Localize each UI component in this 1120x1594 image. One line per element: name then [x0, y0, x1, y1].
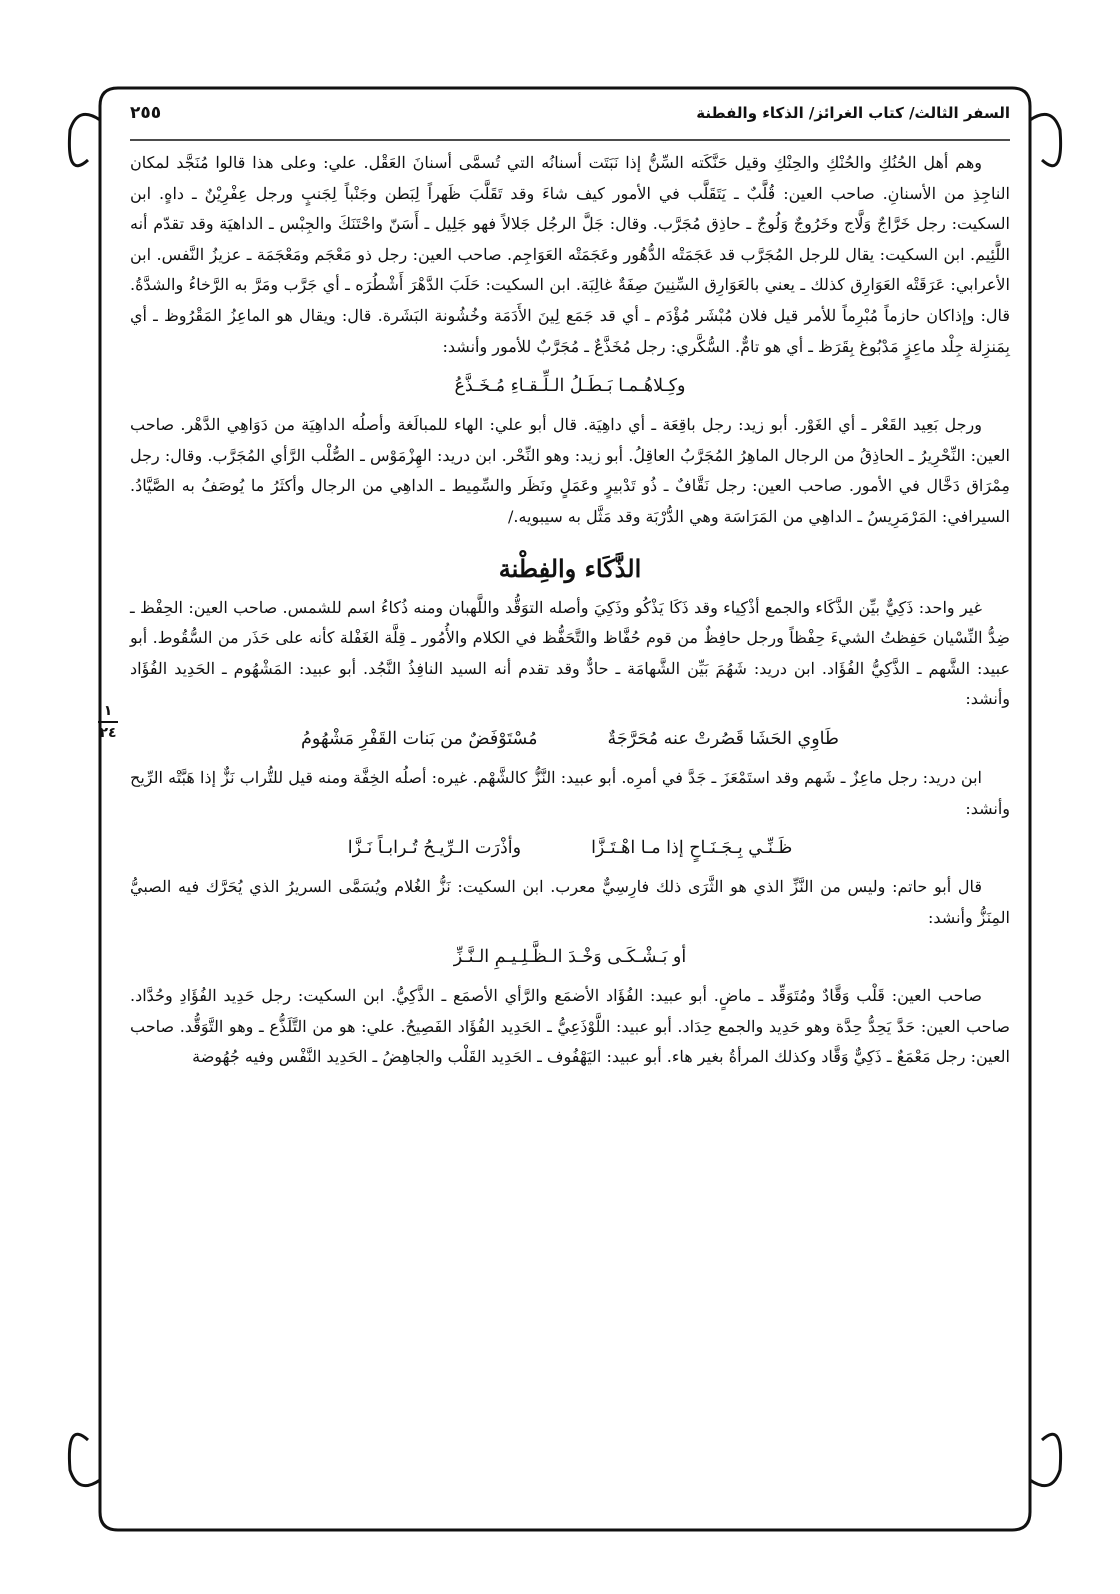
running-header: [130, 98, 1010, 128]
border-curve-left-bottom: [69, 1434, 100, 1485]
page-number: ٢٥٥: [130, 103, 162, 123]
paragraph: ابن دريد: رجل ماعِزٌ ـ شَهم وقد استَمْعَزَ ـ جَدَّ في أمرِه. أبو عبيد: النَّزُّ كالشَّهْم. غيره: أصلُه الخِفَّة ومنه قيل للتُّراب نَزٌّ إذا هَبَّتْه الرِّيح وأنشد:: [130, 767, 1010, 818]
page: [130, 88, 1010, 1528]
paragraph: صاحب العين: قَلْب وَقَّادٌ ومُتَوَقِّد ـ ماضٍ. أبو عبيد: الفُؤَاد الأضمَع والرَّأي الأصمَع ـ الذَّكِيُّ. ابن السكيت: رجل حَدِيد الفُؤَادِ وحُدَّاد. صاحب العين: حَدَّ يَحِدُّ حِدَّة وهو حَدِيد والجمع حِدَاد. أبو عبيد: اللَّوْذَعِيُّ ـ الحَدِيد الفُؤَاد الفَصِيحُ. علي: هو من التَّلَذُّع ـ وهو التَّوَقُّد. صاحب العين: رجل مَعْمَعٌ ـ ذَكِيٌّ وَقَّاد وكذلك المرأةُ بغير هاء. أبو عبيد: اليَهْفُوف ـ الحَدِيد القَلْب والجاهِضُ ـ الحَدِيد النَّفْس وفيه جُهُوضة: [130, 986, 1011, 1067]
paragraph: وهم أهل الحُنُكِ والحُنْكِ والحِنْكِ وقيل حَنَّكَته السِّنُّ إذا نَبَتَت أسنانُه التي تُسمَّى أسنانَ العَقْل. علي: وعلى هذا قالوا مُنَجَّد لمكان الناجِذِ من الأسنانِ. صاحب العين: قُلَّبٌ ـ يَتَقَلَّب في الأمور كيف شاءَ وقد تَقَلَّبَ ظَهراً لِبَطن وجَنْباً لِجَنبٍ ورجل عِفْرِيْنٌ ـ داهٍ. ابن السكيت: رجل خَرَّاجٌ وَلَّاج وخَرُوجٌ وَلُوجٌ ـ حاذِق مُجَرَّب. وقال: جَلَّ الرجُل جَلالاً فهو جَلِيل ـ أَسَنّ واحْتَنَكَ والجِبْس ـ الداهيَة وقد تقدّم أنه اللَّئِيم. ابن السكيت: يقال للرجل المُجَرَّب قد عَجَمَتْه الدُّهُور وعَجَمَتْه العَوَاجِم. صاحب العين: رجل ذو مَعْجَم ومَعْجَمَة ـ عزيزُ النَّفس. ابن الأعرابي: عَرَقَتْه العَوَارِق كذلك ـ يعني بالعَوَارِق السِّنِينَ صِفَةٌ غالِبَة. ابن السكيت: حَلَبَ الدَّهْرَ أَشْطُرَه ـ أي جَرَّب ومَرَّ به الرَّخاءُ والشدَّةُ. قال: وإذاكان حازماً مُبْرِماً للأمر قيل فلان مُبْشَر مُؤْدَم ـ أي قد جَمَع لِينَ الأَدَمَة وخُشُونة البَشَرة. قال: ويقال هو الماعِزُ المَقْرُوظ ـ أي بِمَنزِلة جِلْد ماعِزٍ مَدْبُوغ بِقَرَظ ـ أي هو تامٌّ. السُّكَّري: رجل مُخَذَّعٌ ـ مُجَرَّبٌ للأمور وأنشد:: [130, 153, 1010, 356]
paragraph: قال أبو حاتم: وليس من النَّزِّ الذي هو الثَّرَى ذلك فارِسِيٌّ معرب. ابن السكيت: نَزُّ الغُلام ويُسَمَّى السريرُ الذي يُحَرَّك فيه الصبيُّ المِنَزُّ وأنشد:: [130, 877, 1010, 927]
folio-denominator: ٢٤: [99, 725, 117, 741]
verse-couplet: [130, 828, 1010, 868]
verse-line: أو بَـشْـكَـى وَخْـدَ الـظَّـلِـيـمِ الـنَّـزِّ: [453, 947, 687, 968]
verse-hemistich-right: طَاوِي الحَشَا قَصُرتْ عنه مُحَرَّجَةٌ: [607, 728, 839, 749]
border-curve-right-top: [1030, 114, 1061, 165]
folio-fraction-bar: [98, 721, 118, 723]
verse-hemistich-left: وأذْرَت الـرِّيـحُ تُـرابـاً نَـزَّا: [347, 838, 522, 859]
verse-hemistich-right: ظَـنِّـي بِـجَـنَـاحٍ إذا مـا اهْـتَـزَّا: [591, 838, 793, 859]
verse-couplet: [130, 719, 1010, 759]
page-body: [130, 148, 1010, 1073]
folio-numerator: ١: [103, 703, 113, 719]
border-curve-left-top: [69, 114, 100, 165]
manuscript-folio-mark: [88, 703, 128, 741]
verse-line: وكِـلاهُـمـا بَـطَـلُ الـلِّـقـاءِ مُـخَـذَّعُ: [454, 376, 686, 397]
section-heading: الذَّكَاء والفِطْنة: [498, 553, 642, 583]
paragraph: ورجل بَعِيد القَعْر ـ أي الغَوْر. أبو زيد: رجل باقِعَة ـ أي داهِيَة. قال أبو علي: الهاء للمبالَغة وأصلُه الداهِيَة من دَوَاهِي الدَّهْر. صاحب العين: النِّحْرِيرُ ـ الحاذِقُ من الرجال الماهِرُ المُجَرَّبُ العاقِلُ. أبو زيد: وهو النِّحْر. ابن دريد: الهِزْمَوْس ـ الصُّلْب الرَّأي المُجَرَّب. وقال: رجل مِمْرَاق دَخَّال في الأمور. صاحب العين: رجل نَقَّافٌ ـ ذُو تَدْبيرٍ وعَمَلٍ ونَظَر والسِّمِيط ـ الداهِي من الرجال وأكثَرُ ما يُوصَفُ به الصَّيَّادُ. السيرافي: المَرْمَرِيسُ ـ الداهِي من المَرَاسَة وهي الدُّرْبَة وقد مَثَّل به سيبويه./: [130, 415, 1010, 526]
verse-hemistich-left: مُسْتَوْفَضٌ من بَنات القَفْرِ مَشْهُومُ: [301, 728, 538, 749]
paragraph: غير واحد: ذَكِيٌّ بيِّن الذَّكَاء والجمع أذْكِياء وقد ذَكَا يَذْكُو وذَكِيَ وأصله التوَقُّد واللَّهبان ومنه ذُكاءُ اسم للشمس. صاحب العين: الحِفْظ ـ ضِدُّ النِّسْيان حَفِظتُ الشيءَ حِفْظاً ورجل حافِظٌ من قوم حُفَّاظ والتَّحَفُّظ في الكلام والأُمُور ـ قِلَّة الغَفْلة كأنه على حَذَر من السُّقُوط. أبو عبيد: الشَّهم ـ الذَّكِيُّ الفُؤَاد. ابن دريد: شَهُمَ بَيِّن الشَّهامَة ـ حادٌّ وقد تقدم أنه السيد النافِذُ النَّجُد. أبو عبيد: المَشْهُوم ـ الحَدِيد الفُؤَاد وأنشد:: [130, 597, 1011, 709]
running-title: السفر الثالث/ كتاب الغرائز/ الذكاء والفطنة: [696, 104, 1010, 122]
border-curve-right-bottom: [1030, 1434, 1061, 1485]
